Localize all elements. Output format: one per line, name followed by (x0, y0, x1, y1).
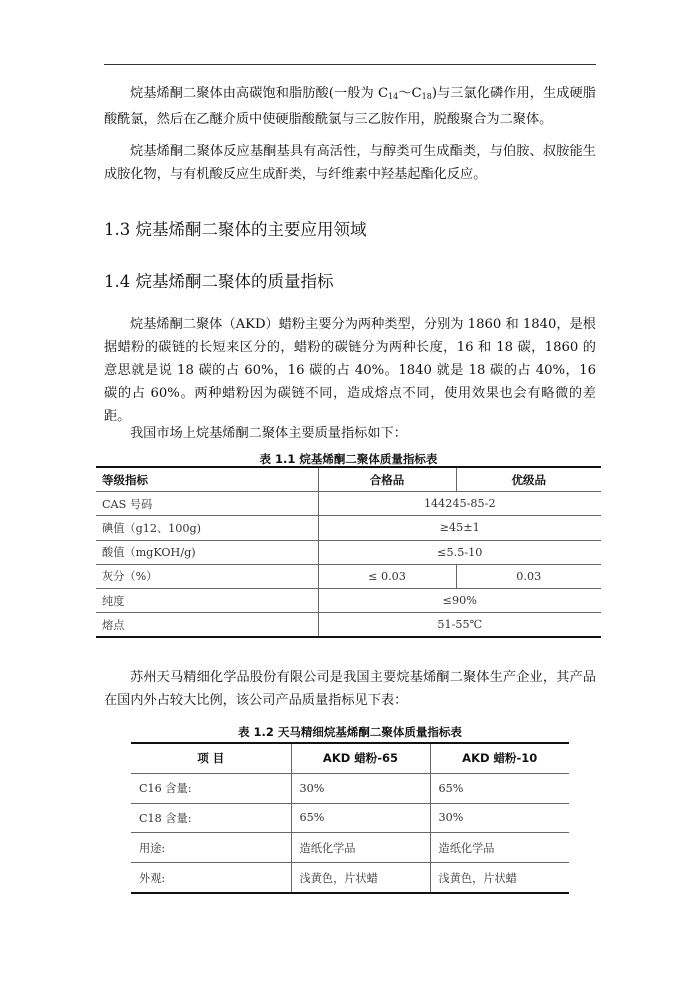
table-header-row (131, 743, 569, 773)
paragraph-market-intro: 我国市场上烷基烯酮二聚体主要质量指标如下： (130, 426, 407, 441)
table-row (96, 588, 601, 612)
header-premium: 优级品 (456, 467, 601, 492)
row-label: 熔点 (96, 613, 318, 638)
row-value: ≤90% (318, 588, 601, 612)
row-value: 51-55℃ (318, 613, 601, 638)
row-label: 用途: (131, 833, 291, 863)
row-value-10: 造纸化学品 (430, 833, 569, 863)
paragraph-reactivity: 烷基烯酮二聚体反应基酮基具有高活性，与醇类可生成酯类，与伯胺、叔胺能生成胺化物，与有机酸反应生成酐类，与纤维素中羟基起酯化反应。 (104, 144, 596, 182)
table1-caption: 表 1.1 烷基烯酮二聚体质量指标表 (259, 452, 438, 466)
table-row (131, 863, 569, 893)
table-row (131, 773, 569, 803)
header-akd-10: AKD 蜡粉-10 (430, 743, 569, 773)
heading-1-4: 1.4 烷基烯酮二聚体的质量指标 (104, 272, 334, 291)
table-row (131, 833, 569, 863)
row-label: C18 含量: (131, 803, 291, 833)
header-akd-65: AKD 蜡粉-65 (291, 743, 430, 773)
row-value-10: 65% (430, 773, 569, 803)
table-row (96, 516, 601, 540)
row-label: 外观: (131, 863, 291, 893)
header-grade: 等级指标 (102, 472, 148, 487)
paragraph-akd-types: 烷基烯酮二聚体（AKD）蜡粉主要分为两种类型，分别为 1860 和 1840，是根据蜡粉的碳链的长短来区分的，蜡粉的碳链分为两种长度，16 和 18 碳，1860 的意思就是说 18 碳的占 60%，16 碳的占 40%。1840 就是 18 碳的占 40%，16 碳的占 60%。两种蜡粉因为碳链不同，造成熔点不同，使用效果也会有略微的差距。 (104, 317, 596, 424)
row-label: 碘值（g12、100g) (96, 516, 318, 540)
table-row (131, 803, 569, 833)
table2-caption: 表 1.2 天马精细烷基烯酮二聚体质量指标表 (238, 725, 462, 739)
row-value: ≤5.5-10 (318, 540, 601, 564)
table-row (96, 492, 601, 516)
row-label: CAS 号码 (96, 492, 318, 516)
row-value-qualified: ≤ 0.03 (318, 564, 456, 588)
table-row (96, 564, 601, 588)
row-label: C16 含量: (131, 773, 291, 803)
row-value-65: 造纸化学品 (291, 833, 430, 863)
row-label: 纯度 (96, 588, 318, 612)
table-row (96, 613, 601, 638)
row-value: 144245-85-2 (318, 492, 601, 516)
paragraph-tianma: 苏州天马精细化学品股份有限公司是我国主要烷基烯酮二聚体生产企业，其产品在国内外占较大比例，该公司产品质量指标见下表： (104, 670, 596, 708)
row-value-65: 30% (291, 773, 430, 803)
row-value-10: 浅黄色，片状蜡 (430, 863, 569, 893)
tianma-table (131, 742, 569, 894)
paragraph-synthesis: 烷基烯酮二聚体由高碳饱和脂肪酸(一般为 $C_{14}\sim C_{18}$)与三氯化磷作用，生成硬脂酸酰氯，然后在乙醚介质中使硬脂酸酰氯与三乙胺作用，脱酸聚合为二聚体。 (104, 86, 596, 127)
header-item: 项 目 (197, 751, 225, 766)
row-value-65: 浅黄色，片状蜡 (291, 863, 430, 893)
row-value-premium: 0.03 (456, 564, 601, 588)
row-value: ≥45±1 (318, 516, 601, 540)
row-label: 酸值（mgKOH/g) (96, 540, 318, 564)
row-value-10: 30% (430, 803, 569, 833)
header-qualified: 合格品 (318, 467, 456, 492)
row-value-65: 65% (291, 803, 430, 833)
header-rule (104, 64, 596, 65)
quality-table (96, 466, 601, 638)
heading-1-3: 1.3 烷基烯酮二聚体的主要应用领域 (104, 220, 367, 239)
row-label: 灰分（%） (96, 564, 318, 588)
table-header-row (96, 467, 601, 492)
table-row (96, 540, 601, 564)
